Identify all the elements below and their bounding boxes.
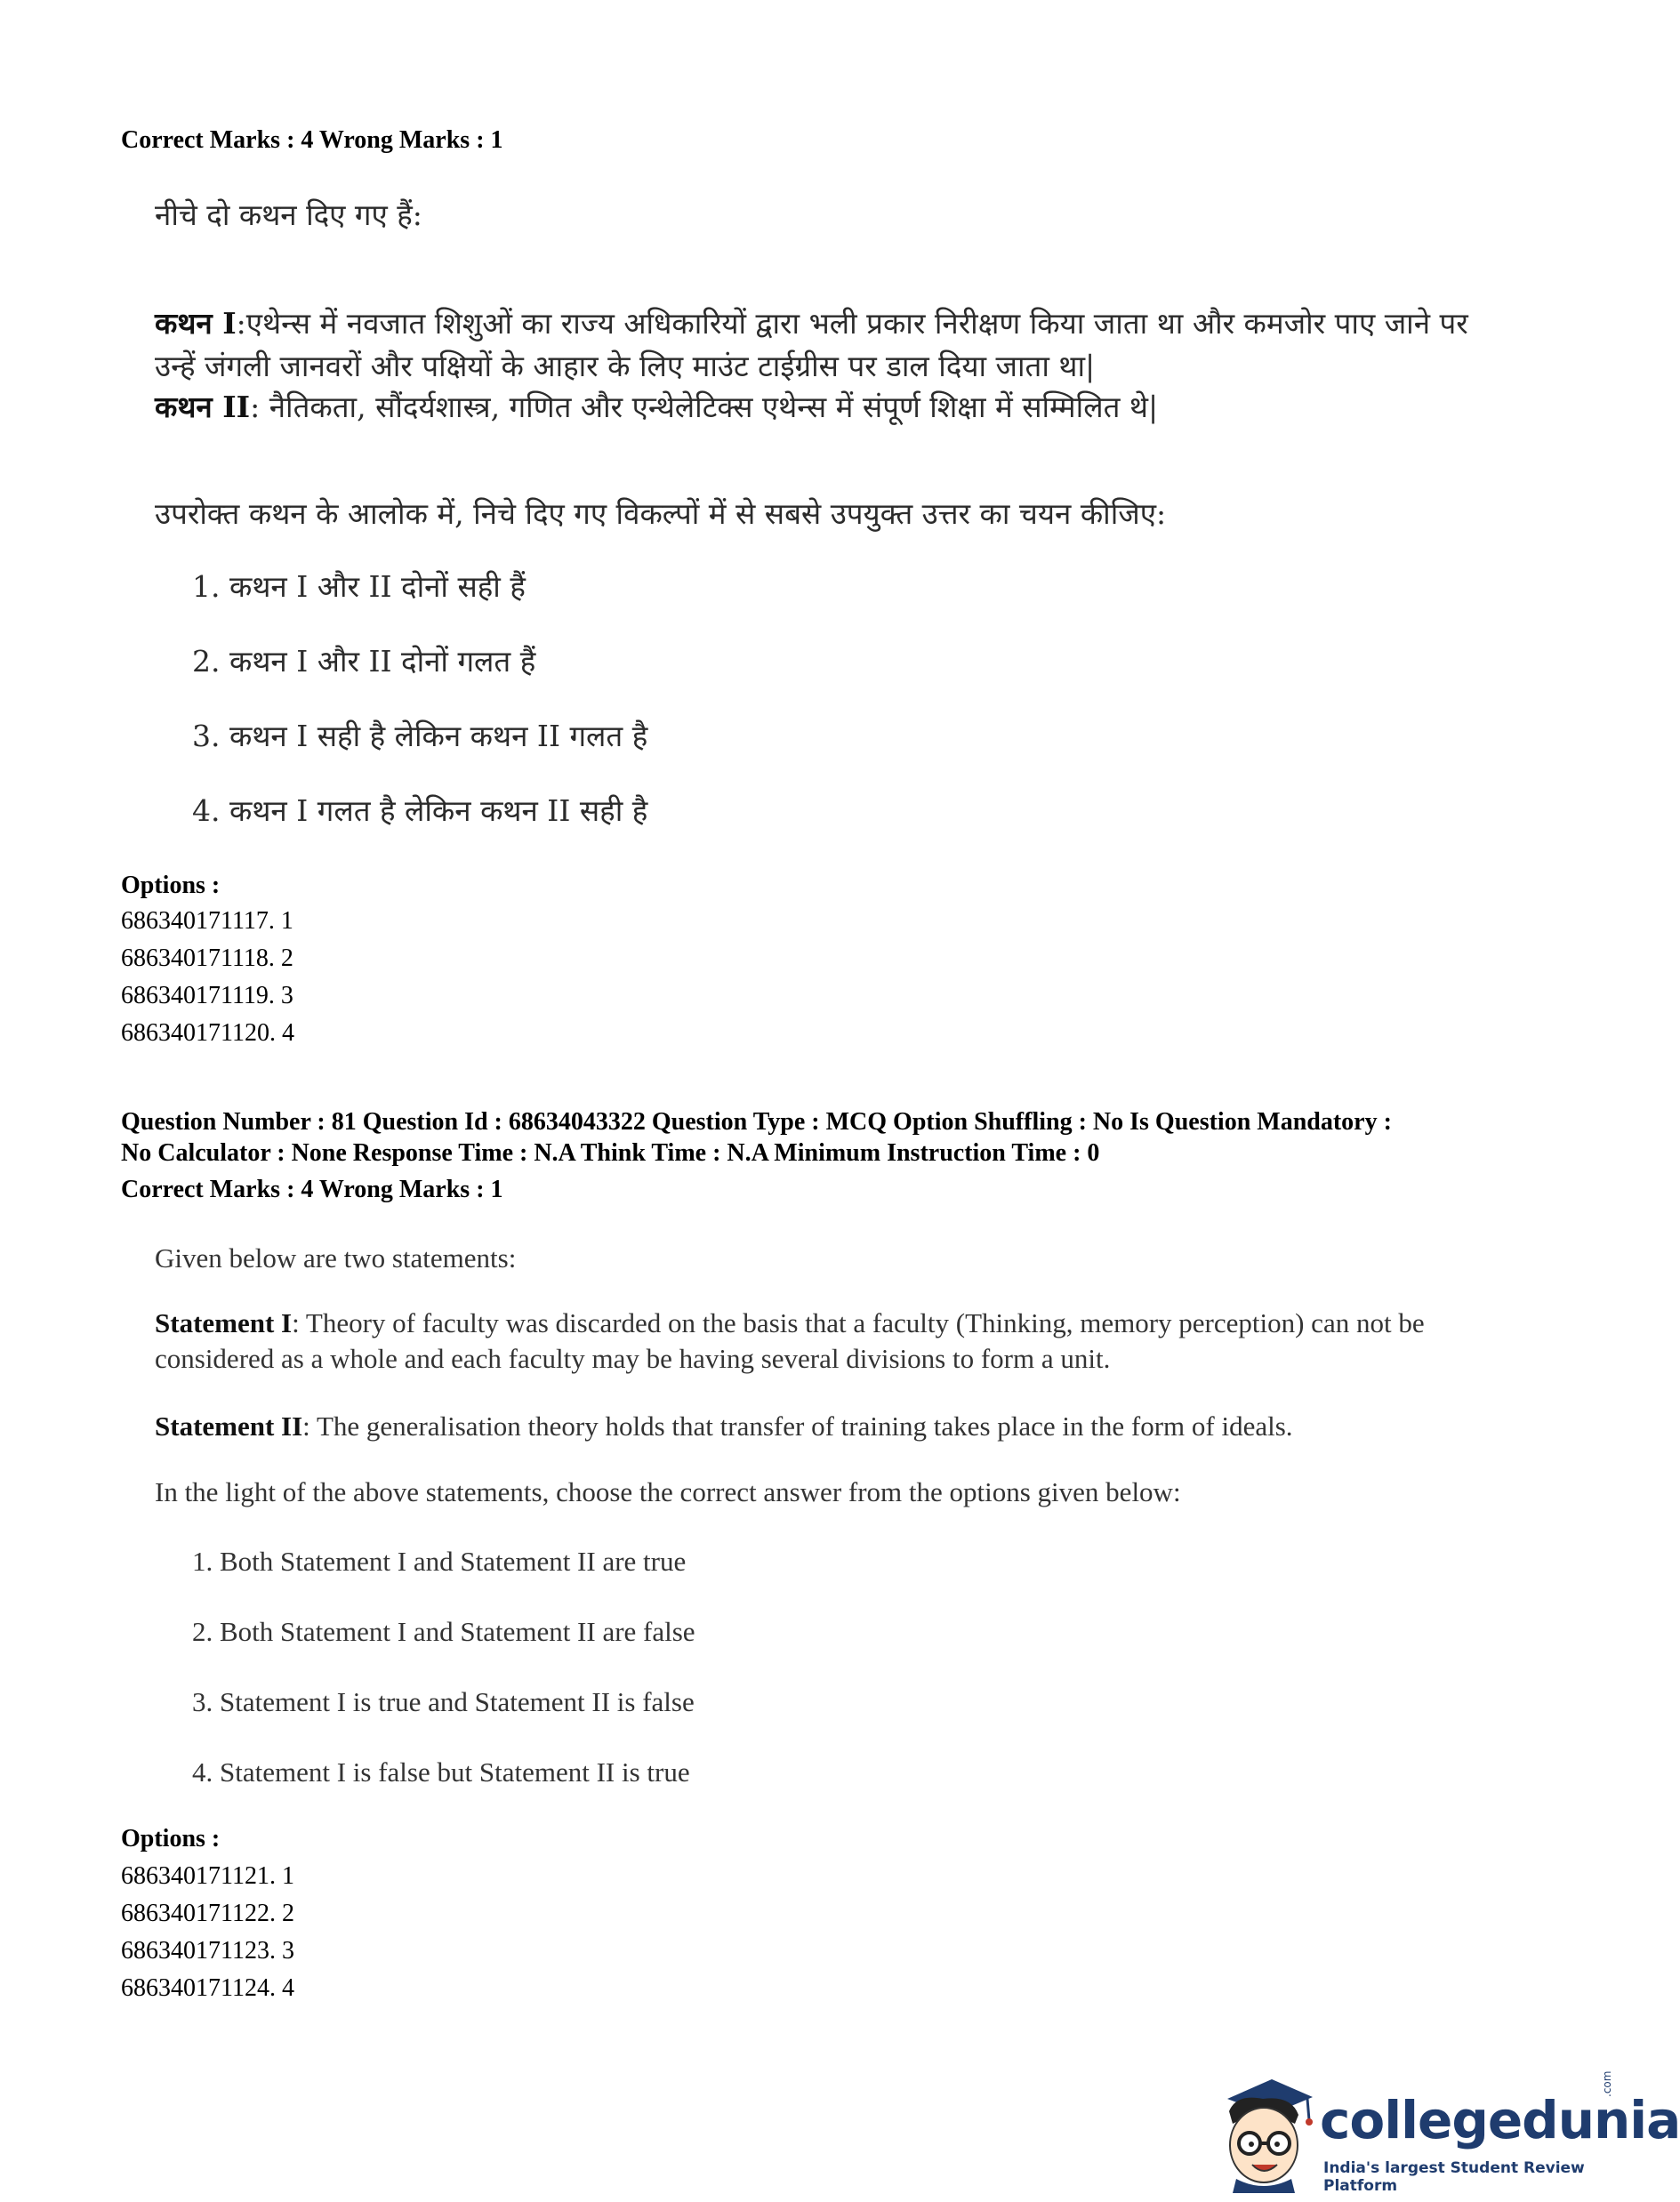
logo-tagline: India's largest Student Review Platform bbox=[1323, 2159, 1585, 2195]
q81-option-2: 686340171122. 2 bbox=[121, 1900, 294, 1927]
q80-options-label: Options : bbox=[121, 872, 221, 899]
q80-choice-1: 1. कथन I और II दोनों सही हैं bbox=[192, 569, 526, 604]
q80-statement-1 bbox=[155, 302, 1489, 388]
q81-option-3: 686340171123. 3 bbox=[121, 1937, 294, 1965]
q80-option-1: 686340171117. 1 bbox=[121, 907, 293, 935]
q80-statement-2 bbox=[155, 386, 1489, 429]
q81-choice-2: 2. Both Statement I and Statement II are false bbox=[192, 1616, 695, 1647]
q80-choice-4: 4. कथन I गलत है लेकिन कथन II सही है bbox=[192, 793, 648, 828]
q80-statement-2-text: : नैतिकता, सौंदर्यशास्त्र, गणित और एन्थेलेटिक्स एथेन्स में संपूर्ण शिक्षा में सम्मिलित थे| bbox=[250, 390, 1159, 424]
q81-options-label: Options : bbox=[121, 1825, 221, 1852]
q81-statement-1-label: Statement I bbox=[155, 1307, 293, 1338]
q81-statement-2-text: : The generalisation theory holds that transfer of training takes place in the form of ideals. bbox=[302, 1410, 1293, 1442]
q81-header-line-2: No Calculator : None Response Time : N.A Think Time : N.A Minimum Instruction Time : 0 bbox=[121, 1139, 1100, 1167]
q80-statement-1-text: :एथेन्स में नवजात शिशुओं का राज्य अधिकारियों द्वारा भली प्रकार निरीक्षण किया जाता था और कमजोर पाए जाने पर उन्हें जंगली जानवरों और पक्षियों के आहार के लिए माउंट टाईग्रीस पर डाल दिया जाता था| bbox=[155, 306, 1468, 383]
collegedunia-logo bbox=[1210, 2070, 1680, 2197]
q80-options-list bbox=[121, 905, 294, 1055]
q81-intro: Given below are two statements: bbox=[155, 1242, 517, 1274]
student-mascot-icon bbox=[1210, 2072, 1314, 2193]
q80-choice-3: 3. कथन I सही है लेकिन कथन II गलत है bbox=[192, 719, 648, 753]
q80-statement-2-label: कथन II bbox=[155, 390, 251, 424]
q80-option-2: 686340171118. 2 bbox=[121, 944, 293, 972]
q81-option-4: 686340171124. 4 bbox=[121, 1974, 294, 2002]
q80-option-4: 686340171120. 4 bbox=[121, 1019, 294, 1047]
q80-prompt: उपरोक्त कथन के आलोक में, निचे दिए गए विकल्पों में से सबसे उपयुक्त उत्तर का चयन कीजिए: bbox=[155, 496, 1167, 531]
q81-choice-1: 1. Both Statement I and Statement II are true bbox=[192, 1546, 687, 1577]
q80-intro: नीचे दो कथन दिए गए हैं: bbox=[155, 197, 422, 232]
q81-statement-2-label: Statement II bbox=[155, 1410, 303, 1442]
logo-wordmark: collegedunia bbox=[1320, 2090, 1680, 2150]
q81-marks: Correct Marks : 4 Wrong Marks : 1 bbox=[121, 1176, 503, 1203]
logo-suffix: .com bbox=[1601, 2070, 1613, 2097]
q81-statement-1-text: : Theory of faculty was discarded on the basis that a faculty (Thinking, memory perception) can not be considered as a whole and each faculty may be having several divisions to form a unit. bbox=[155, 1307, 1425, 1374]
q81-choice-4: 4. Statement I is false but Statement II is true bbox=[192, 1756, 690, 1788]
q81-option-1: 686340171121. 1 bbox=[121, 1862, 294, 1890]
q81-statement-2 bbox=[155, 1409, 1507, 1444]
q81-statement-1 bbox=[155, 1306, 1507, 1377]
q81-choice-3: 3. Statement I is true and Statement II is false bbox=[192, 1686, 695, 1717]
q80-statement-1-label: कथन I bbox=[155, 306, 237, 341]
q81-options-list bbox=[121, 1860, 294, 2010]
q81-header bbox=[121, 1106, 1562, 1169]
q81-header-line-1: Question Number : 81 Question Id : 68634043322 Question Type : MCQ Option Shuffling : No Is Question Mandatory : bbox=[121, 1108, 1392, 1136]
q81-prompt: In the light of the above statements, choose the correct answer from the options given below: bbox=[155, 1476, 1181, 1507]
q80-option-3: 686340171119. 3 bbox=[121, 982, 293, 1009]
q80-marks: Correct Marks : 4 Wrong Marks : 1 bbox=[121, 126, 503, 154]
q80-choice-2: 2. कथन I और II दोनों गलत हैं bbox=[192, 644, 536, 679]
